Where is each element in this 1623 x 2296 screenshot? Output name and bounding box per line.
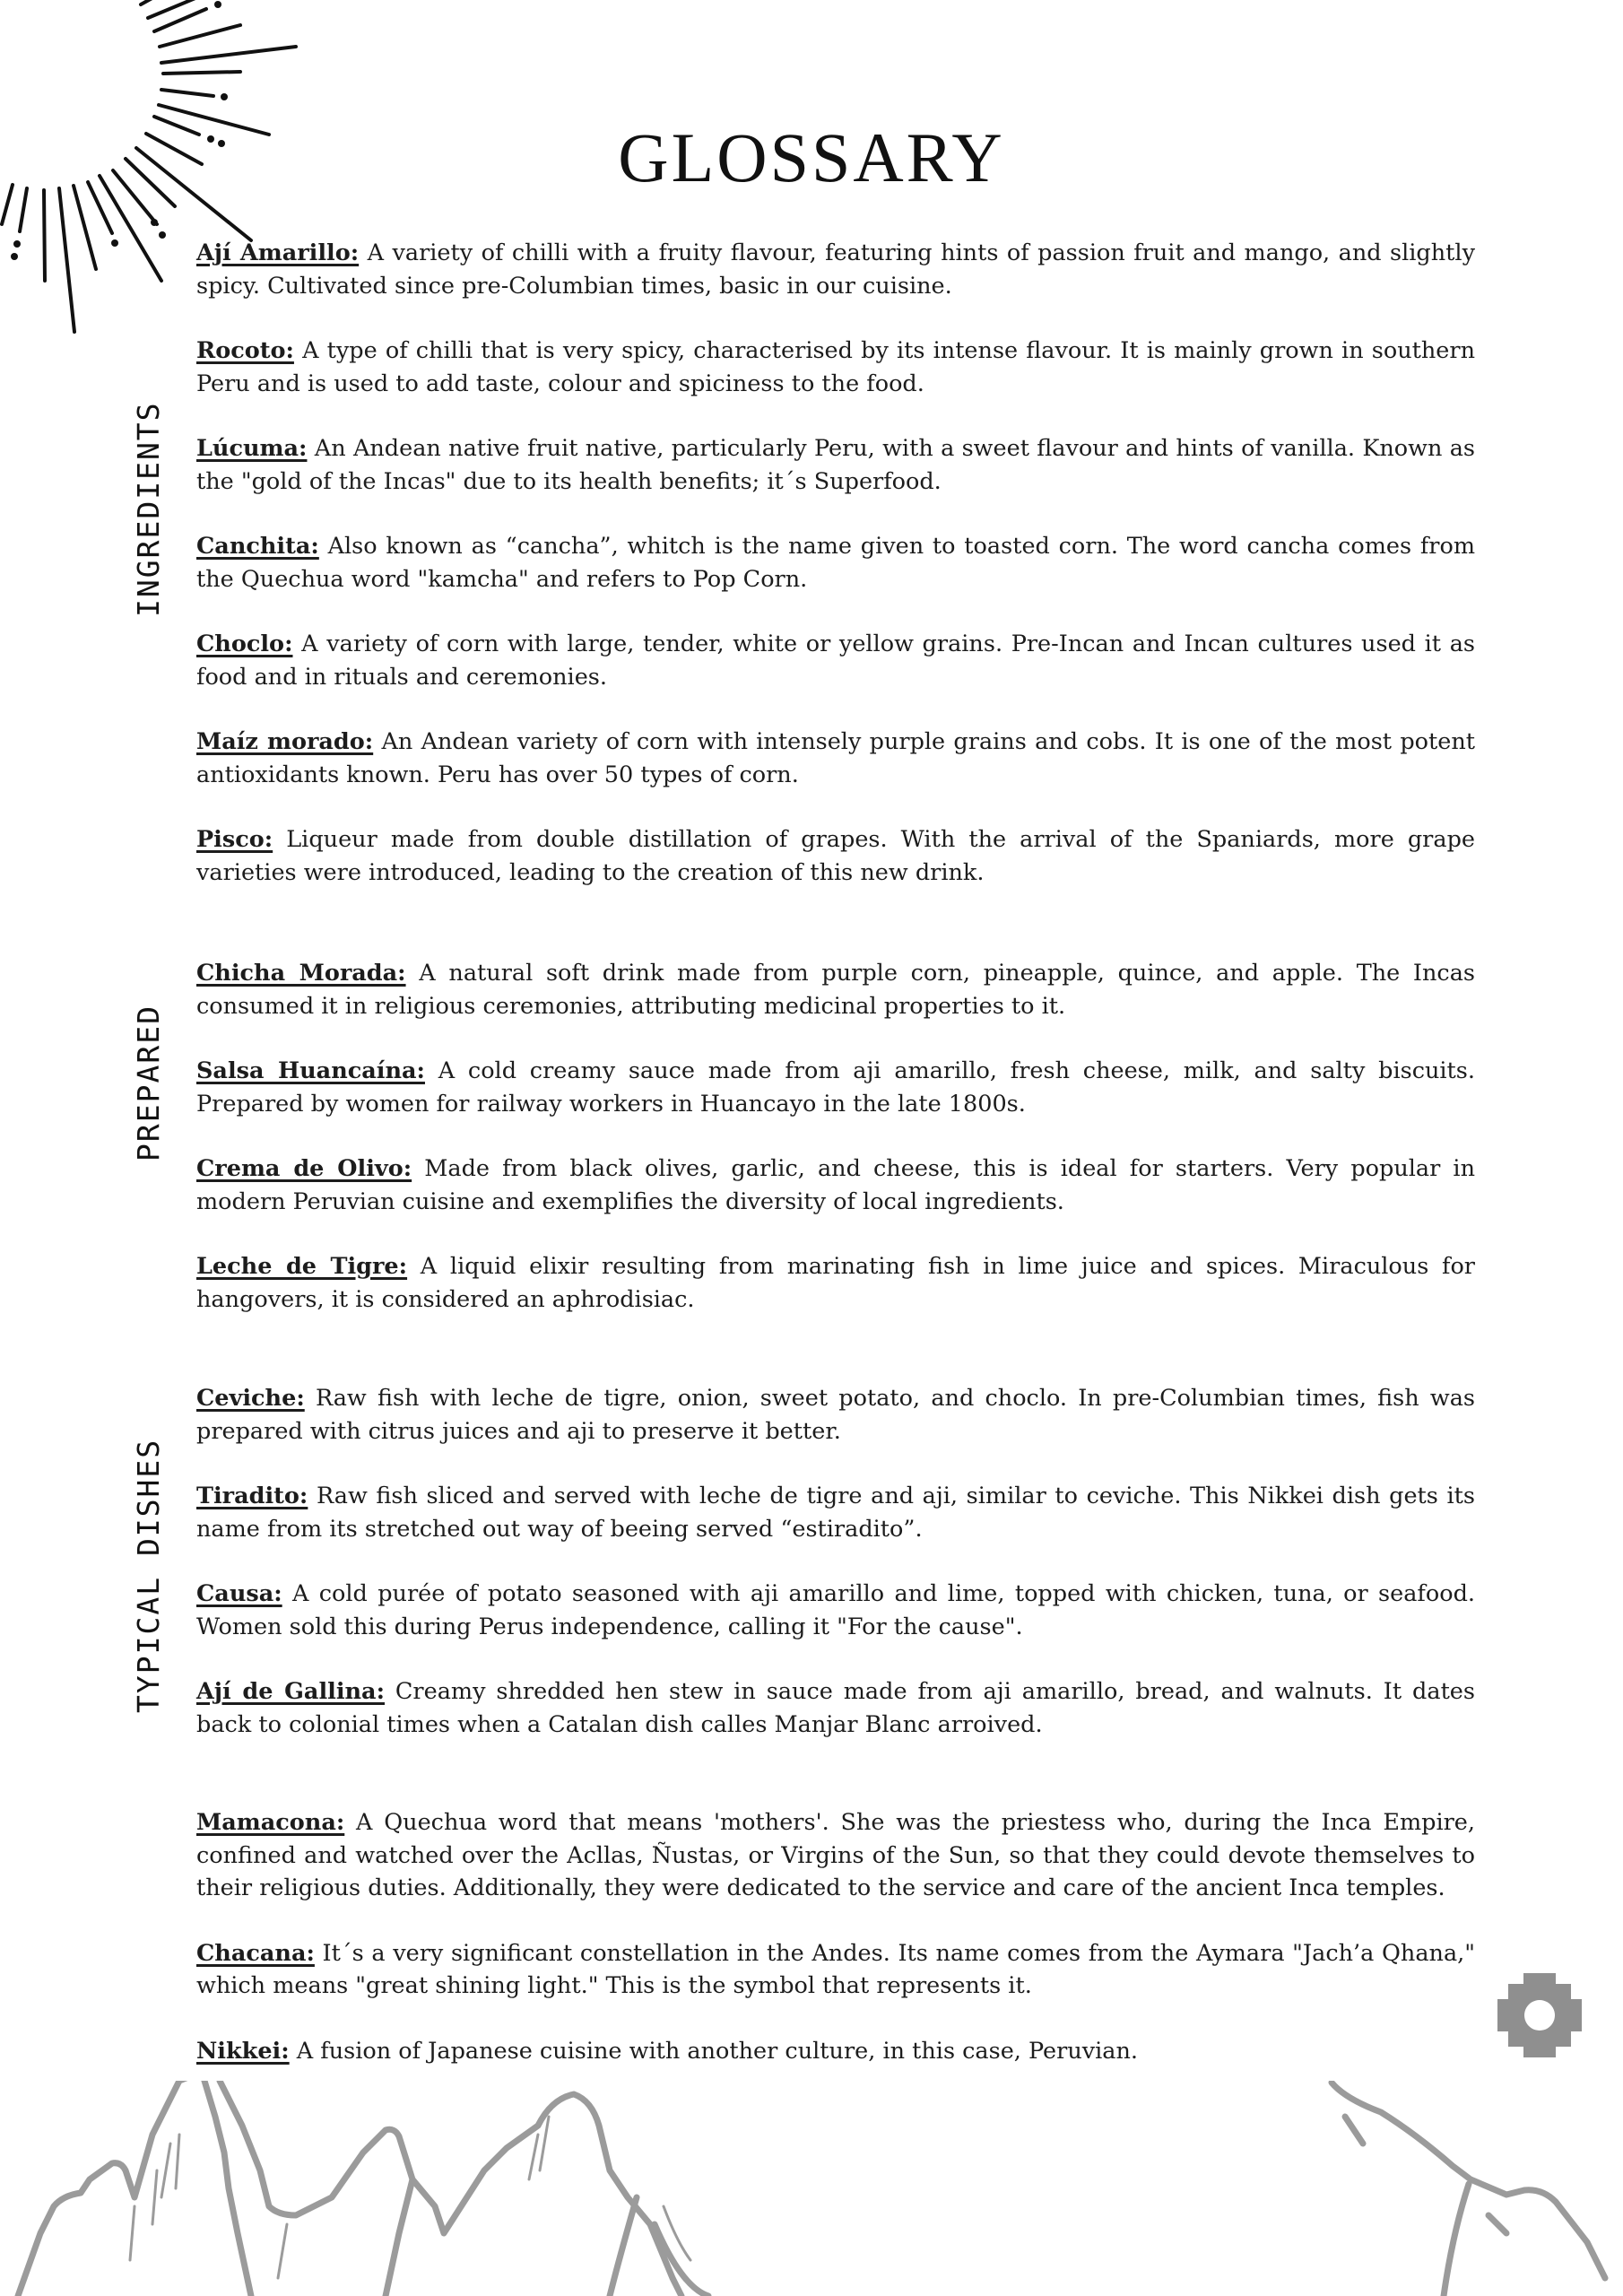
section-label-ingredients: INGREDIENTS: [131, 401, 166, 617]
glossary-entry: [196, 1250, 1475, 1316]
entry-term: Causa:: [196, 1580, 282, 1607]
chacana-cross-icon: [1497, 1973, 1582, 2057]
entry-definition: A Quechua word that means 'mothers'. She was the priestess who, during the Inca Empire, confined and watched over the Acllas, Ñustas, or Virgins of the Sun, so that they could devote themselves to their religious duties. Additionally, they were dedicated to the service and care of the ancient Inca temples.: [196, 1809, 1475, 1901]
entry-definition: A variety of chilli with a fruity flavour, featuring hints of passion fruit and mango, and slightly spicy. Cultivated since pre-Columbian times, basic in our cuisine.: [196, 239, 1475, 300]
section-prepared: [196, 957, 1475, 1316]
entry-definition: An Andean native fruit native, particularly Peru, with a sweet flavour and hints of vanilla. Known as the "gold of the Incas" due to its health benefits; it´s Superfood.: [196, 435, 1475, 495]
glossary-entry: [196, 335, 1475, 400]
entry-term: Maíz morado:: [196, 728, 374, 755]
entry-definition: Creamy shredded hen stew in sauce made from aji amarillo, bread, and walnuts. It dates back to colonial times when a Catalan dish calles Manjar Blanc arroived.: [196, 1678, 1475, 1738]
entry-definition: A cold purée of potato seasoned with aji amarillo and lime, topped with chicken, tuna, or seafood. Women sold this during Perus independence, calling it "For the cause".: [196, 1580, 1475, 1640]
entry-term: Pisco:: [196, 826, 273, 853]
entry-definition: Raw fish with leche de tigre, onion, sweet potato, and choclo. In pre-Columbian times, fish was prepared with citrus juices and aji to preserve it better.: [196, 1385, 1475, 1445]
entry-definition: A variety of corn with large, tender, white or yellow grains. Pre-Incan and Incan cultures used it as food and in rituals and ceremonies.: [196, 631, 1475, 691]
glossary-entry: [196, 1806, 1475, 1905]
entry-term: Mamacona:: [196, 1809, 345, 1836]
glossary-entry: [196, 628, 1475, 693]
entry-term: Rocoto:: [196, 337, 294, 364]
entry-definition: Made from black olives, garlic, and cheese, this is ideal for starters. Very popular in modern Peruvian cuisine and exemplifies the diversity of local ingredients.: [196, 1155, 1476, 1215]
entry-definition: A liquid elixir resulting from marinating fish in lime juice and spices. Miraculous for hangovers, it is considered an aphrodisiac.: [196, 1253, 1475, 1313]
entry-term: Ají de Gallina:: [196, 1678, 385, 1705]
entry-term: Chacana:: [196, 1939, 315, 1967]
glossary-entry: [196, 1382, 1475, 1448]
entry-definition: It´s a very significant constellation in the Andes. Its name comes from the Aymara "Jach’a Qhana," which means "great shining light." This is the symbol that represents it.: [196, 1939, 1475, 1999]
glossary-entry: [196, 1675, 1475, 1741]
entry-definition: Raw fish sliced and served with leche de tigre and aji, similar to ceviche. This Nikkei dish gets its name from its stretched out way of beeing served “estiradito”.: [196, 1483, 1475, 1543]
glossary-entry: [196, 957, 1475, 1022]
glossary-entry: [196, 2035, 1475, 2068]
section-typical-dishes: [196, 1382, 1475, 1741]
entry-definition: Also known as “cancha”, whitch is the name given to toasted corn. The word cancha comes from the Quechua word "kamcha" and refers to Pop Corn.: [196, 533, 1475, 593]
glossary-entry: [196, 1937, 1475, 2003]
page-title: GLOSSARY: [618, 118, 1005, 196]
entry-definition: A natural soft drink made from purple corn, pineapple, quince, and apple. The Incas consumed it in religious ceremonies, attributing medicinal properties to it.: [196, 960, 1475, 1020]
entry-definition: A fusion of Japanese cuisine with another culture, in this case, Peruvian.: [289, 2037, 1139, 2065]
entry-term: Salsa Huancaína:: [196, 1057, 425, 1084]
glossary-entry: [196, 530, 1475, 596]
glossary-entry: [196, 237, 1475, 302]
entry-term: Choclo:: [196, 631, 293, 657]
mountains-illustration: [0, 2081, 1623, 2296]
entry-term: Leche de Tigre:: [196, 1253, 408, 1280]
entry-term: Canchita:: [196, 533, 319, 560]
entry-term: Crema de Olivo:: [196, 1155, 412, 1182]
entry-definition: Liqueur made from double distillation of grapes. With the arrival of the Spaniards, more grape varieties were introduced, leading to the creation of this new drink.: [196, 826, 1475, 886]
entry-term: Lúcuma:: [196, 435, 308, 462]
glossary-entry: [196, 1578, 1475, 1643]
section-label-typical-dishes: TYPICAL DISHES: [131, 1438, 166, 1713]
entry-definition: A type of chilli that is very spicy, characterised by its intense flavour. It is mainly grown in southern Peru and is used to add taste, colour and spiciness to the food.: [196, 337, 1475, 397]
section-other-terms: [196, 1806, 1475, 2067]
glossary-entry: [196, 823, 1475, 889]
entry-definition: An Andean variety of corn with intensely purple grains and cobs. It is one of the most potent antioxidants known. Peru has over 50 types of corn.: [196, 728, 1476, 788]
entry-term: Tiradito:: [196, 1483, 308, 1509]
glossary-entry: [196, 1055, 1475, 1120]
glossary-entry: [196, 432, 1475, 498]
entry-term: Ají Amarillo:: [196, 239, 360, 266]
section-label-prepared: PREPARED: [131, 1004, 166, 1161]
glossary-entry: [196, 1152, 1475, 1218]
entry-term: Ceviche:: [196, 1385, 305, 1412]
entry-term: Chicha Morada:: [196, 960, 406, 987]
glossary-entry: [196, 726, 1475, 791]
glossary-entry: [196, 1480, 1475, 1545]
entry-term: Nikkei:: [196, 2037, 290, 2065]
section-ingredients: [196, 237, 1475, 889]
entry-definition: A cold creamy sauce made from aji amarillo, fresh cheese, milk, and salty biscuits. Prepared by women for railway workers in Huancayo in the late 1800s.: [196, 1057, 1475, 1118]
